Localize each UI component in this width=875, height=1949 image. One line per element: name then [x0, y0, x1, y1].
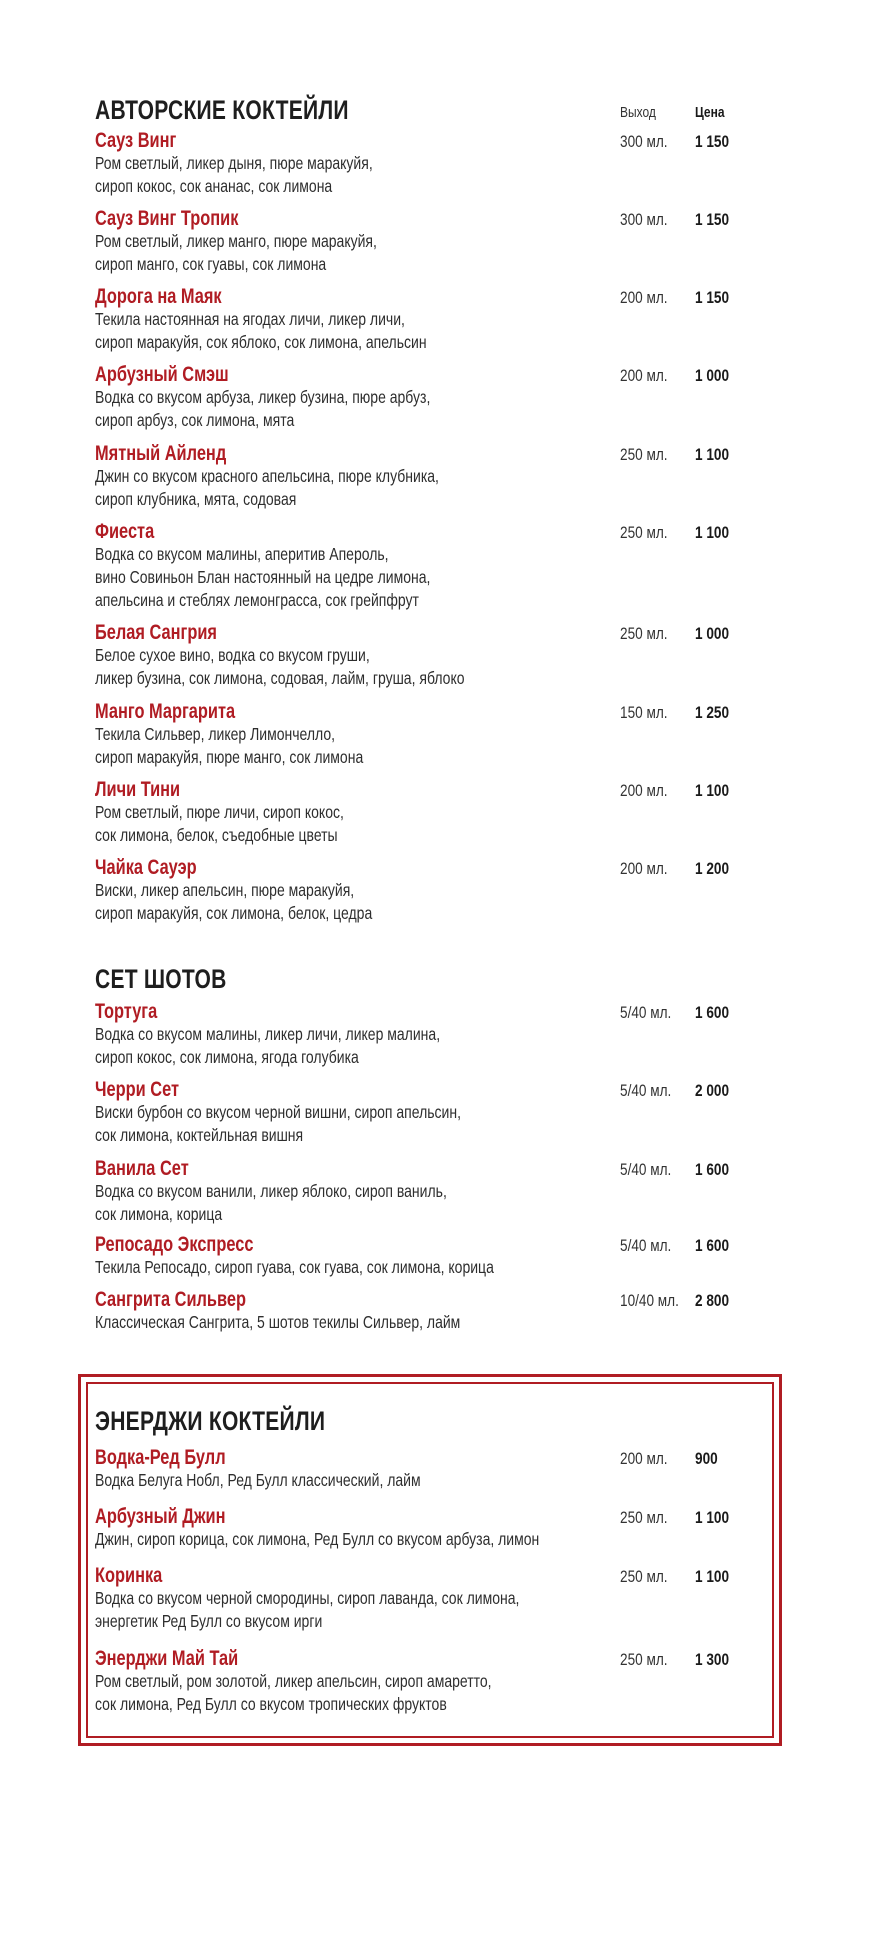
description-line: ликер бузина, сок лимона, содовая, лайм, груша, яблоко — [95, 668, 465, 688]
item-name: Сангрита Сильвер — [95, 1288, 246, 1311]
description-line: Водка со вкусом малины, ликер личи, ликер малина, — [95, 1024, 441, 1044]
description-line: Виски, ликер апельсин, пюре маракуйя, — [95, 880, 355, 900]
item-price: 1 000 — [695, 624, 730, 643]
description-line: сироп маракуйя, сок яблоко, сок лимона, апельсин — [95, 332, 427, 352]
description-line: Белое сухое вино, водка со вкусом груши, — [95, 645, 370, 665]
item-price: 1 150 — [695, 210, 730, 229]
item-name: Манго Маргарита — [95, 700, 236, 723]
item-volume: 250 мл. — [620, 1508, 668, 1527]
item-name: Мятный Айленд — [95, 442, 227, 465]
item-name: Тортуга — [95, 1000, 158, 1023]
item-name: Личи Тини — [95, 778, 181, 801]
item-price: 900 — [695, 1449, 718, 1468]
item-description — [95, 1587, 519, 1633]
item-name: Сауз Винг — [95, 129, 177, 152]
item-volume: 250 мл. — [620, 1567, 668, 1586]
description-line: сироп манго, сок гуавы, сок лимона — [95, 254, 327, 274]
item-volume: 200 мл. — [620, 859, 668, 878]
description-line: Текила Репосадо, сироп гуава, сок гуава, сок лимона, корица — [95, 1257, 494, 1277]
item-name: Фиеста — [95, 520, 155, 543]
description-line: сироп клубника, мята, содовая — [95, 489, 297, 509]
description-line: Ром светлый, ликер манго, пюре маракуйя, — [95, 231, 377, 251]
item-name: Белая Сангрия — [95, 621, 217, 644]
item-description — [95, 1101, 461, 1147]
item-description — [95, 1528, 539, 1551]
description-line: Джин со вкусом красного апельсина, пюре клубника, — [95, 466, 439, 486]
item-name: Ванила Сет — [95, 1157, 189, 1180]
description-line: Ром светлый, ликер дыня, пюре маракуйя, — [95, 153, 373, 173]
item-name: Коринка — [95, 1564, 163, 1587]
item-description — [95, 801, 344, 847]
item-description — [95, 152, 373, 198]
description-line: сок лимона, Ред Булл со вкусом тропических фруктов — [95, 1694, 447, 1714]
description-line: апельсина и стеблях лемонграсса, сок грейпфрут — [95, 590, 419, 610]
description-line: энергетик Ред Булл со вкусом ирги — [95, 1611, 323, 1631]
description-line: сироп маракуйя, пюре манго, сок лимона — [95, 747, 364, 767]
column-header-price: Цена — [695, 104, 725, 121]
section-title: АВТОРСКИЕ КОКТЕЙЛИ — [95, 95, 349, 125]
item-name: Чайка Сауэр — [95, 856, 197, 879]
item-volume: 250 мл. — [620, 624, 668, 643]
item-price: 1 150 — [695, 132, 730, 151]
item-price: 1 300 — [695, 1650, 730, 1669]
item-volume: 200 мл. — [620, 781, 668, 800]
item-name: Репосадо Экспресс — [95, 1233, 254, 1256]
item-price: 1 000 — [695, 366, 730, 385]
item-price: 1 600 — [695, 1236, 730, 1255]
item-volume: 200 мл. — [620, 1449, 668, 1468]
item-volume: 250 мл. — [620, 523, 668, 542]
item-volume: 10/40 мл. — [620, 1291, 679, 1310]
description-line: Текила Сильвер, ликер Лимончелло, — [95, 724, 336, 744]
item-price: 2 000 — [695, 1081, 730, 1100]
description-line: Ром светлый, ром золотой, ликер апельсин, сироп амаретто, — [95, 1671, 492, 1691]
item-volume: 5/40 мл. — [620, 1160, 672, 1179]
item-description — [95, 386, 430, 432]
description-line: сок лимона, коктейльная вишня — [95, 1125, 304, 1145]
item-description — [95, 543, 430, 612]
item-volume: 300 мл. — [620, 210, 668, 229]
item-description — [95, 1469, 421, 1492]
description-line: сироп арбуз, сок лимона, мята — [95, 410, 295, 430]
description-line: сироп кокос, сок ананас, сок лимона — [95, 176, 333, 196]
description-line: Ром светлый, пюре личи, сироп кокос, — [95, 802, 344, 822]
item-volume: 250 мл. — [620, 1650, 668, 1669]
item-name: Водка-Ред Булл — [95, 1446, 226, 1469]
item-description — [95, 308, 427, 354]
item-name: Сауз Винг Тропик — [95, 207, 239, 230]
item-price: 1 250 — [695, 703, 730, 722]
description-line: сироп кокос, сок лимона, ягода голубика — [95, 1047, 359, 1067]
item-volume: 5/40 мл. — [620, 1003, 672, 1022]
item-name: Энерджи Май Тай — [95, 1647, 239, 1670]
description-line: Водка со вкусом черной смородины, сироп лаванда, сок лимона, — [95, 1588, 520, 1608]
description-line: Водка со вкусом малины, аперитив Апероль, — [95, 544, 389, 564]
item-volume: 200 мл. — [620, 366, 668, 385]
item-price: 1 600 — [695, 1160, 730, 1179]
item-description — [95, 1023, 440, 1069]
description-line: Водка со вкусом ванили, ликер яблоко, сироп ваниль, — [95, 1181, 447, 1201]
section-title: СЕТ ШОТОВ — [95, 964, 227, 994]
item-price: 1 150 — [695, 288, 730, 307]
item-name: Черри Сет — [95, 1078, 179, 1101]
item-volume: 300 мл. — [620, 132, 668, 151]
description-line: Виски бурбон со вкусом черной вишни, сироп апельсин, — [95, 1102, 461, 1122]
description-line: Джин, сироп корица, сок лимона, Ред Булл со вкусом арбуза, лимон — [95, 1529, 540, 1549]
item-name: Арбузный Джин — [95, 1505, 226, 1528]
item-price: 1 600 — [695, 1003, 730, 1022]
item-volume: 5/40 мл. — [620, 1236, 672, 1255]
item-description — [95, 465, 439, 511]
item-description — [95, 1180, 447, 1226]
item-price: 2 800 — [695, 1291, 730, 1310]
item-volume: 5/40 мл. — [620, 1081, 672, 1100]
item-description — [95, 879, 372, 925]
item-price: 1 100 — [695, 523, 730, 542]
section-title: ЭНЕРДЖИ КОКТЕЙЛИ — [95, 1406, 326, 1436]
item-price: 1 200 — [695, 859, 730, 878]
item-name: Дорога на Маяк — [95, 285, 222, 308]
item-description — [95, 1311, 460, 1334]
description-line: сок лимона, белок, съедобные цветы — [95, 825, 338, 845]
description-line: сироп маракуйя, сок лимона, белок, цедра — [95, 903, 373, 923]
item-volume: 250 мл. — [620, 445, 668, 464]
description-line: вино Совиньон Блан настоянный на цедре лимона, — [95, 567, 431, 587]
item-description — [95, 230, 377, 276]
description-line: сок лимона, корица — [95, 1204, 223, 1224]
item-description — [95, 1256, 494, 1279]
item-description — [95, 644, 465, 690]
item-volume: 200 мл. — [620, 288, 668, 307]
item-price: 1 100 — [695, 781, 730, 800]
description-line: Водка Белуга Нобл, Ред Булл классический, лайм — [95, 1470, 421, 1490]
item-volume: 150 мл. — [620, 703, 668, 722]
item-price: 1 100 — [695, 1567, 730, 1586]
item-description — [95, 723, 363, 769]
description-line: Текила настоянная на ягодах личи, ликер личи, — [95, 309, 405, 329]
item-name: Арбузный Смэш — [95, 363, 229, 386]
column-header-volume: Выход — [620, 104, 656, 121]
item-description — [95, 1670, 492, 1716]
description-line: Классическая Сангрита, 5 шотов текилы Сильвер, лайм — [95, 1312, 461, 1332]
description-line: Водка со вкусом арбуза, ликер бузина, пюре арбуз, — [95, 387, 431, 407]
item-price: 1 100 — [695, 445, 730, 464]
item-price: 1 100 — [695, 1508, 730, 1527]
